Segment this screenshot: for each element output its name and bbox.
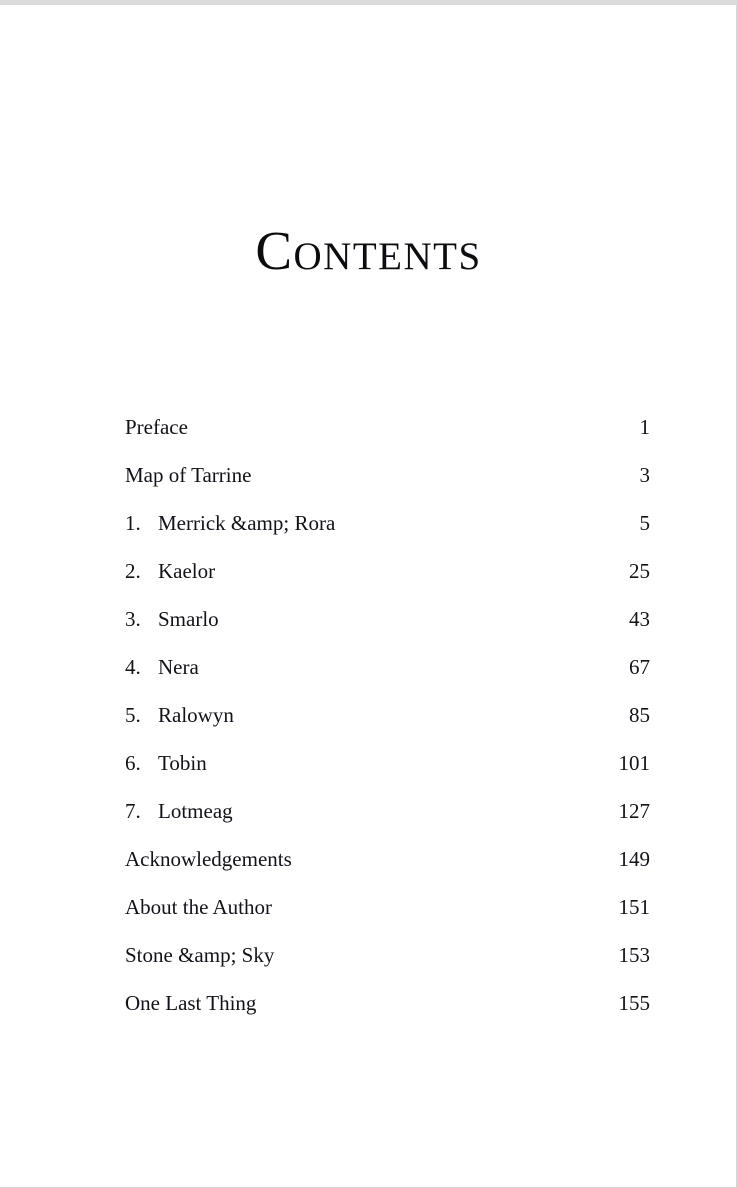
toc-entry-title: Map of Tarrine — [125, 463, 252, 487]
toc-entry[interactable] — [125, 979, 650, 1027]
toc-entry-title: Kaelor — [158, 559, 216, 583]
toc-entry-page-number: 25 — [629, 559, 650, 583]
toc-entry-label — [125, 691, 592, 739]
toc-entry[interactable] — [125, 403, 650, 451]
toc-entry-page-number: 155 — [618, 991, 650, 1015]
toc-entry-number: 4. — [125, 655, 141, 679]
toc-entry-title: Preface — [125, 415, 188, 439]
toc-entry[interactable] — [125, 835, 650, 883]
toc-entry[interactable] — [125, 499, 650, 547]
toc-entry-label — [125, 403, 592, 451]
toc-entry-title: Acknowledgements — [125, 847, 292, 871]
toc-entry-page-number: 67 — [629, 655, 650, 679]
toc-entry-title: Ralowyn — [158, 703, 234, 727]
toc-entry-page-number: 43 — [629, 607, 650, 631]
toc-entry-title: Smarlo — [158, 607, 219, 631]
toc-entry-page-number: 149 — [618, 847, 650, 871]
toc-entry-page-number: 153 — [618, 943, 650, 967]
toc-entry-number: 5. — [125, 703, 141, 727]
toc-entry-page-number: 127 — [618, 799, 650, 823]
toc-entry-number: 2. — [125, 559, 141, 583]
table-of-contents-list — [125, 403, 650, 1027]
toc-entry-label — [125, 595, 592, 643]
toc-entry-title: Merrick &amp; Rora — [158, 511, 336, 535]
toc-entry-title: Tobin — [158, 751, 207, 775]
toc-entry[interactable] — [125, 931, 650, 979]
toc-entry-page-number: 101 — [618, 751, 650, 775]
toc-entry-page-number: 3 — [639, 463, 650, 487]
toc-entry-label — [125, 883, 592, 931]
toc-entry-title: Stone &amp; Sky — [125, 943, 275, 967]
toc-entry-number: 7. — [125, 799, 141, 823]
toc-entry-label — [125, 979, 592, 1027]
toc-entry-number: 1. — [125, 511, 141, 535]
toc-entry-page-number: 1 — [639, 415, 650, 439]
toc-entry[interactable] — [125, 787, 650, 835]
toc-entry-title: One Last Thing — [125, 991, 257, 1015]
toc-entry-label — [125, 499, 592, 547]
toc-entry-page-number: 151 — [618, 895, 650, 919]
toc-entry-title: Lotmeag — [158, 799, 233, 823]
toc-entry-page-number: 85 — [629, 703, 650, 727]
toc-entry-number: 3. — [125, 607, 141, 631]
toc-entry[interactable] — [125, 547, 650, 595]
toc-entry-label — [125, 643, 592, 691]
toc-entry-number: 6. — [125, 751, 141, 775]
toc-entry-label — [125, 739, 592, 787]
toc-entry[interactable] — [125, 643, 650, 691]
toc-entry-label — [125, 451, 592, 499]
toc-entry[interactable] — [125, 739, 650, 787]
toc-entry-label — [125, 835, 592, 883]
toc-entry[interactable] — [125, 691, 650, 739]
toc-entry[interactable] — [125, 595, 650, 643]
toc-entry-label — [125, 787, 592, 835]
toc-entry-label — [125, 547, 592, 595]
toc-entry-title: About the Author — [125, 895, 272, 919]
page-title: Contents — [255, 220, 482, 281]
toc-entry[interactable] — [125, 883, 650, 931]
toc-entry-page-number: 5 — [639, 511, 650, 535]
toc-entry-label — [125, 931, 592, 979]
toc-entry-title: Nera — [158, 655, 199, 679]
toc-entry[interactable] — [125, 451, 650, 499]
